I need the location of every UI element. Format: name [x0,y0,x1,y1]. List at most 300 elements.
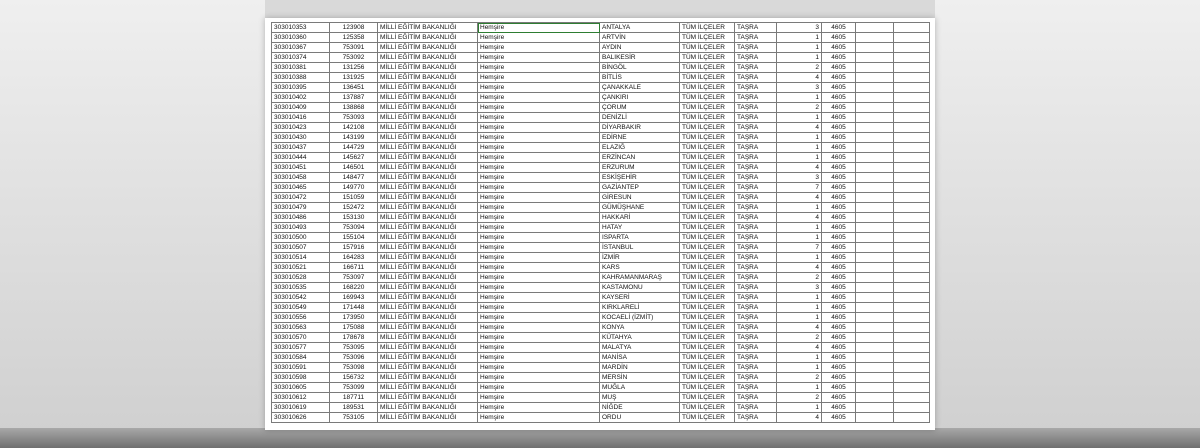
cell-quantity[interactable]: 4 [777,413,822,423]
cell-qualification-code[interactable]: 4605 [822,143,856,153]
cell-district[interactable]: TÜM İLÇELER [680,153,735,163]
cell-position-code[interactable]: 303010612 [272,393,330,403]
cell-title[interactable]: Hemşire [478,353,600,363]
cell-area[interactable]: TAŞRA [735,273,777,283]
cell-institution-code[interactable]: 164283 [330,253,378,263]
cell-area[interactable]: TAŞRA [735,213,777,223]
cell-institution[interactable]: MİLLİ EĞİTİM BAKANLIĞI [378,413,478,423]
cell-quantity[interactable]: 4 [777,163,822,173]
cell-area[interactable]: TAŞRA [735,363,777,373]
cell-title[interactable]: Hemşire [478,43,600,53]
cell-city[interactable]: KARS [600,263,680,273]
cell-district[interactable]: TÜM İLÇELER [680,43,735,53]
cell-institution-code[interactable]: 152472 [330,203,378,213]
cell-city[interactable]: BİTLİS [600,73,680,83]
cell-position-code[interactable]: 303010451 [272,163,330,173]
cell-area[interactable]: TAŞRA [735,133,777,143]
cell-institution-code[interactable]: 753091 [330,43,378,53]
cell-position-code[interactable]: 303010500 [272,233,330,243]
cell-empty[interactable] [894,323,930,333]
cell-empty[interactable] [894,283,930,293]
cell-institution-code[interactable]: 753099 [330,383,378,393]
cell-institution-code[interactable]: 142108 [330,123,378,133]
cell-city[interactable]: GAZİANTEP [600,183,680,193]
cell-district[interactable]: TÜM İLÇELER [680,243,735,253]
cell-institution-code[interactable]: 171448 [330,303,378,313]
cell-empty[interactable] [894,403,930,413]
cell-institution-code[interactable]: 157916 [330,243,378,253]
cell-qualification-code[interactable]: 4605 [822,133,856,143]
cell-quantity[interactable]: 4 [777,193,822,203]
cell-empty[interactable] [856,33,894,43]
cell-district[interactable]: TÜM İLÇELER [680,73,735,83]
cell-empty[interactable] [856,153,894,163]
cell-quantity[interactable]: 3 [777,283,822,293]
cell-title[interactable]: Hemşire [478,203,600,213]
cell-quantity[interactable]: 4 [777,123,822,133]
cell-city[interactable]: ÇANKIRI [600,93,680,103]
cell-qualification-code[interactable]: 4605 [822,63,856,73]
cell-district[interactable]: TÜM İLÇELER [680,333,735,343]
cell-empty[interactable] [856,363,894,373]
cell-empty[interactable] [894,343,930,353]
cell-area[interactable]: TAŞRA [735,53,777,63]
cell-quantity[interactable]: 4 [777,263,822,273]
cell-position-code[interactable]: 303010360 [272,33,330,43]
cell-city[interactable]: ESKİŞEHİR [600,173,680,183]
cell-institution[interactable]: MİLLİ EĞİTİM BAKANLIĞI [378,243,478,253]
cell-institution[interactable]: MİLLİ EĞİTİM BAKANLIĞI [378,283,478,293]
cell-empty[interactable] [856,163,894,173]
cell-institution-code[interactable]: 156732 [330,373,378,383]
cell-position-code[interactable]: 303010577 [272,343,330,353]
cell-empty[interactable] [856,43,894,53]
cell-qualification-code[interactable]: 4605 [822,353,856,363]
cell-district[interactable]: TÜM İLÇELER [680,253,735,263]
cell-qualification-code[interactable]: 4605 [822,283,856,293]
cell-quantity[interactable]: 1 [777,33,822,43]
cell-position-code[interactable]: 303010367 [272,43,330,53]
cell-position-code[interactable]: 303010381 [272,63,330,73]
cell-district[interactable]: TÜM İLÇELER [680,123,735,133]
cell-empty[interactable] [894,213,930,223]
cell-institution[interactable]: MİLLİ EĞİTİM BAKANLIĞI [378,63,478,73]
cell-quantity[interactable]: 4 [777,343,822,353]
cell-quantity[interactable]: 1 [777,43,822,53]
cell-institution-code[interactable]: 151059 [330,193,378,203]
cell-institution[interactable]: MİLLİ EĞİTİM BAKANLIĞI [378,363,478,373]
cell-institution-code[interactable]: 148477 [330,173,378,183]
cell-institution[interactable]: MİLLİ EĞİTİM BAKANLIĞI [378,113,478,123]
cell-qualification-code[interactable]: 4605 [822,103,856,113]
cell-title[interactable]: Hemşire [478,173,600,183]
cell-district[interactable]: TÜM İLÇELER [680,33,735,43]
cell-area[interactable]: TAŞRA [735,353,777,363]
cell-institution-code[interactable]: 753098 [330,363,378,373]
cell-position-code[interactable]: 303010416 [272,113,330,123]
cell-district[interactable]: TÜM İLÇELER [680,373,735,383]
cell-institution[interactable]: MİLLİ EĞİTİM BAKANLIĞI [378,23,478,33]
cell-empty[interactable] [894,293,930,303]
cell-quantity[interactable]: 1 [777,153,822,163]
cell-position-code[interactable]: 303010486 [272,213,330,223]
cell-institution[interactable]: MİLLİ EĞİTİM BAKANLIĞI [378,383,478,393]
cell-empty[interactable] [894,363,930,373]
cell-qualification-code[interactable]: 4605 [822,243,856,253]
cell-institution-code[interactable]: 153130 [330,213,378,223]
cell-institution-code[interactable]: 138868 [330,103,378,113]
cell-institution-code[interactable]: 169943 [330,293,378,303]
cell-area[interactable]: TAŞRA [735,333,777,343]
cell-empty[interactable] [856,323,894,333]
cell-qualification-code[interactable]: 4605 [822,23,856,33]
cell-empty[interactable] [856,203,894,213]
cell-institution[interactable]: MİLLİ EĞİTİM BAKANLIĞI [378,73,478,83]
cell-empty[interactable] [894,273,930,283]
cell-title[interactable]: Hemşire [478,23,600,33]
cell-qualification-code[interactable]: 4605 [822,383,856,393]
cell-qualification-code[interactable]: 4605 [822,183,856,193]
cell-position-code[interactable]: 303010584 [272,353,330,363]
cell-empty[interactable] [856,303,894,313]
cell-city[interactable]: MERSİN [600,373,680,383]
cell-institution-code[interactable]: 136451 [330,83,378,93]
cell-empty[interactable] [894,223,930,233]
cell-empty[interactable] [856,143,894,153]
cell-title[interactable]: Hemşire [478,273,600,283]
cell-institution[interactable]: MİLLİ EĞİTİM BAKANLIĞI [378,143,478,153]
cell-institution[interactable]: MİLLİ EĞİTİM BAKANLIĞI [378,173,478,183]
cell-empty[interactable] [894,263,930,273]
cell-position-code[interactable]: 303010353 [272,23,330,33]
cell-empty[interactable] [856,383,894,393]
cell-position-code[interactable]: 303010563 [272,323,330,333]
cell-title[interactable]: Hemşire [478,333,600,343]
cell-city[interactable]: ARTVİN [600,33,680,43]
cell-quantity[interactable]: 2 [777,373,822,383]
cell-qualification-code[interactable]: 4605 [822,33,856,43]
cell-empty[interactable] [894,303,930,313]
cell-city[interactable]: KIRKLARELİ [600,303,680,313]
cell-title[interactable]: Hemşire [478,123,600,133]
cell-qualification-code[interactable]: 4605 [822,253,856,263]
cell-empty[interactable] [856,293,894,303]
cell-title[interactable]: Hemşire [478,193,600,203]
cell-empty[interactable] [856,193,894,203]
cell-empty[interactable] [856,413,894,423]
cell-quantity[interactable]: 2 [777,103,822,113]
cell-empty[interactable] [894,243,930,253]
cell-quantity[interactable]: 1 [777,223,822,233]
cell-area[interactable]: TAŞRA [735,283,777,293]
cell-empty[interactable] [894,193,930,203]
cell-title[interactable]: Hemşire [478,133,600,143]
cell-institution[interactable]: MİLLİ EĞİTİM BAKANLIĞI [378,213,478,223]
cell-title[interactable]: Hemşire [478,213,600,223]
cell-title[interactable]: Hemşire [478,143,600,153]
cell-institution[interactable]: MİLLİ EĞİTİM BAKANLIĞI [378,53,478,63]
cell-title[interactable]: Hemşire [478,293,600,303]
cell-empty[interactable] [856,403,894,413]
cell-district[interactable]: TÜM İLÇELER [680,143,735,153]
cell-institution[interactable]: MİLLİ EĞİTİM BAKANLIĞI [378,263,478,273]
cell-area[interactable]: TAŞRA [735,263,777,273]
cell-area[interactable]: TAŞRA [735,313,777,323]
cell-empty[interactable] [856,93,894,103]
cell-district[interactable]: TÜM İLÇELER [680,263,735,273]
cell-institution[interactable]: MİLLİ EĞİTİM BAKANLIĞI [378,203,478,213]
cell-title[interactable]: Hemşire [478,383,600,393]
cell-institution[interactable]: MİLLİ EĞİTİM BAKANLIĞI [378,223,478,233]
cell-empty[interactable] [856,173,894,183]
cell-institution[interactable]: MİLLİ EĞİTİM BAKANLIĞI [378,163,478,173]
cell-quantity[interactable]: 1 [777,133,822,143]
cell-empty[interactable] [894,143,930,153]
cell-empty[interactable] [856,353,894,363]
cell-institution-code[interactable]: 178678 [330,333,378,343]
cell-area[interactable]: TAŞRA [735,343,777,353]
cell-institution-code[interactable]: 155104 [330,233,378,243]
cell-institution-code[interactable]: 187711 [330,393,378,403]
cell-quantity[interactable]: 4 [777,323,822,333]
cell-area[interactable]: TAŞRA [735,393,777,403]
cell-institution-code[interactable]: 137887 [330,93,378,103]
cell-empty[interactable] [856,103,894,113]
cell-institution-code[interactable]: 166711 [330,263,378,273]
cell-quantity[interactable]: 4 [777,213,822,223]
cell-city[interactable]: EDİRNE [600,133,680,143]
cell-empty[interactable] [894,163,930,173]
cell-area[interactable]: TAŞRA [735,413,777,423]
cell-empty[interactable] [894,153,930,163]
cell-empty[interactable] [856,223,894,233]
cell-city[interactable]: HAKKARİ [600,213,680,223]
cell-qualification-code[interactable]: 4605 [822,293,856,303]
cell-city[interactable]: ERZİNCAN [600,153,680,163]
cell-empty[interactable] [856,123,894,133]
cell-district[interactable]: TÜM İLÇELER [680,173,735,183]
cell-empty[interactable] [856,243,894,253]
cell-institution-code[interactable]: 753097 [330,273,378,283]
cell-institution[interactable]: MİLLİ EĞİTİM BAKANLIĞI [378,43,478,53]
cell-position-code[interactable]: 303010465 [272,183,330,193]
cell-institution-code[interactable]: 143199 [330,133,378,143]
cell-institution[interactable]: MİLLİ EĞİTİM BAKANLIĞI [378,293,478,303]
cell-institution[interactable]: MİLLİ EĞİTİM BAKANLIĞI [378,373,478,383]
cell-empty[interactable] [894,413,930,423]
cell-qualification-code[interactable]: 4605 [822,93,856,103]
cell-qualification-code[interactable]: 4605 [822,53,856,63]
cell-city[interactable]: DİYARBAKIR [600,123,680,133]
cell-institution[interactable]: MİLLİ EĞİTİM BAKANLIĞI [378,33,478,43]
cell-area[interactable]: TAŞRA [735,183,777,193]
cell-empty[interactable] [856,73,894,83]
cell-area[interactable]: TAŞRA [735,233,777,243]
cell-institution[interactable]: MİLLİ EĞİTİM BAKANLIĞI [378,233,478,243]
cell-qualification-code[interactable]: 4605 [822,333,856,343]
cell-area[interactable]: TAŞRA [735,103,777,113]
cell-quantity[interactable]: 7 [777,183,822,193]
cell-area[interactable]: TAŞRA [735,153,777,163]
cell-quantity[interactable]: 7 [777,243,822,253]
cell-city[interactable]: GÜMÜŞHANE [600,203,680,213]
cell-qualification-code[interactable]: 4605 [822,233,856,243]
cell-city[interactable]: MARDİN [600,363,680,373]
cell-quantity[interactable]: 1 [777,363,822,373]
cell-position-code[interactable]: 303010374 [272,53,330,63]
cell-empty[interactable] [894,353,930,363]
cell-position-code[interactable]: 303010626 [272,413,330,423]
cell-district[interactable]: TÜM İLÇELER [680,233,735,243]
cell-area[interactable]: TAŞRA [735,93,777,103]
cell-institution[interactable]: MİLLİ EĞİTİM BAKANLIĞI [378,323,478,333]
cell-position-code[interactable]: 303010591 [272,363,330,373]
cell-city[interactable]: ÇANAKKALE [600,83,680,93]
cell-institution[interactable]: MİLLİ EĞİTİM BAKANLIĞI [378,83,478,93]
cell-empty[interactable] [856,263,894,273]
cell-district[interactable]: TÜM İLÇELER [680,193,735,203]
cell-empty[interactable] [894,43,930,53]
cell-qualification-code[interactable]: 4605 [822,313,856,323]
cell-district[interactable]: TÜM İLÇELER [680,403,735,413]
cell-title[interactable]: Hemşire [478,233,600,243]
cell-institution-code[interactable]: 125358 [330,33,378,43]
cell-district[interactable]: TÜM İLÇELER [680,323,735,333]
cell-area[interactable]: TAŞRA [735,373,777,383]
cell-city[interactable]: MUĞLA [600,383,680,393]
cell-area[interactable]: TAŞRA [735,203,777,213]
cell-institution[interactable]: MİLLİ EĞİTİM BAKANLIĞI [378,393,478,403]
cell-district[interactable]: TÜM İLÇELER [680,133,735,143]
cell-title[interactable]: Hemşire [478,183,600,193]
cell-title[interactable]: Hemşire [478,303,600,313]
cell-institution[interactable]: MİLLİ EĞİTİM BAKANLIĞI [378,193,478,203]
cell-quantity[interactable]: 1 [777,143,822,153]
cell-empty[interactable] [856,313,894,323]
cell-title[interactable]: Hemşire [478,163,600,173]
cell-position-code[interactable]: 303010444 [272,153,330,163]
cell-city[interactable]: ERZURUM [600,163,680,173]
cell-city[interactable]: MANİSA [600,353,680,363]
cell-district[interactable]: TÜM İLÇELER [680,203,735,213]
cell-qualification-code[interactable]: 4605 [822,123,856,133]
cell-empty[interactable] [856,333,894,343]
cell-quantity[interactable]: 3 [777,173,822,183]
cell-quantity[interactable]: 1 [777,403,822,413]
cell-empty[interactable] [856,283,894,293]
cell-institution-code[interactable]: 144729 [330,143,378,153]
cell-quantity[interactable]: 1 [777,353,822,363]
cell-position-code[interactable]: 303010542 [272,293,330,303]
cell-empty[interactable] [894,383,930,393]
cell-title[interactable]: Hemşire [478,283,600,293]
cell-district[interactable]: TÜM İLÇELER [680,223,735,233]
cell-district[interactable]: TÜM İLÇELER [680,103,735,113]
cell-area[interactable]: TAŞRA [735,173,777,183]
cell-empty[interactable] [894,73,930,83]
cell-qualification-code[interactable]: 4605 [822,273,856,283]
cell-institution[interactable]: MİLLİ EĞİTİM BAKANLIĞI [378,313,478,323]
cell-city[interactable]: BALIKESİR [600,53,680,63]
cell-area[interactable]: TAŞRA [735,73,777,83]
cell-area[interactable]: TAŞRA [735,243,777,253]
cell-qualification-code[interactable]: 4605 [822,323,856,333]
cell-institution-code[interactable]: 131925 [330,73,378,83]
cell-city[interactable]: ANTALYA [600,23,680,33]
cell-empty[interactable] [894,173,930,183]
cell-quantity[interactable]: 4 [777,73,822,83]
cell-area[interactable]: TAŞRA [735,293,777,303]
cell-empty[interactable] [894,373,930,383]
cell-district[interactable]: TÜM İLÇELER [680,293,735,303]
cell-empty[interactable] [894,333,930,343]
cell-qualification-code[interactable]: 4605 [822,363,856,373]
cell-institution-code[interactable]: 189531 [330,403,378,413]
cell-qualification-code[interactable]: 4605 [822,393,856,403]
cell-qualification-code[interactable]: 4605 [822,213,856,223]
cell-empty[interactable] [856,393,894,403]
cell-title[interactable]: Hemşire [478,33,600,43]
cell-quantity[interactable]: 1 [777,293,822,303]
cell-position-code[interactable]: 303010458 [272,173,330,183]
cell-area[interactable]: TAŞRA [735,193,777,203]
cell-qualification-code[interactable]: 4605 [822,153,856,163]
cell-title[interactable]: Hemşire [478,413,600,423]
cell-institution[interactable]: MİLLİ EĞİTİM BAKANLIĞI [378,123,478,133]
cell-position-code[interactable]: 303010598 [272,373,330,383]
cell-qualification-code[interactable]: 4605 [822,83,856,93]
cell-district[interactable]: TÜM İLÇELER [680,63,735,73]
cell-empty[interactable] [894,63,930,73]
cell-city[interactable]: KONYA [600,323,680,333]
cell-title[interactable]: Hemşire [478,403,600,413]
cell-empty[interactable] [894,83,930,93]
cell-position-code[interactable]: 303010437 [272,143,330,153]
cell-city[interactable]: KASTAMONU [600,283,680,293]
cell-position-code[interactable]: 303010479 [272,203,330,213]
cell-area[interactable]: TAŞRA [735,113,777,123]
cell-institution[interactable]: MİLLİ EĞİTİM BAKANLIĞI [378,343,478,353]
cell-district[interactable]: TÜM İLÇELER [680,53,735,63]
cell-qualification-code[interactable]: 4605 [822,73,856,83]
cell-institution[interactable]: MİLLİ EĞİTİM BAKANLIĞI [378,333,478,343]
cell-district[interactable]: TÜM İLÇELER [680,273,735,283]
cell-institution[interactable]: MİLLİ EĞİTİM BAKANLIĞI [378,273,478,283]
cell-area[interactable]: TAŞRA [735,33,777,43]
cell-empty[interactable] [856,233,894,243]
cell-area[interactable]: TAŞRA [735,143,777,153]
cell-position-code[interactable]: 303010388 [272,73,330,83]
cell-quantity[interactable]: 1 [777,233,822,243]
cell-empty[interactable] [894,93,930,103]
cell-title[interactable]: Hemşire [478,263,600,273]
cell-quantity[interactable]: 1 [777,93,822,103]
cell-qualification-code[interactable]: 4605 [822,373,856,383]
cell-empty[interactable] [856,253,894,263]
cell-district[interactable]: TÜM İLÇELER [680,283,735,293]
cell-title[interactable]: Hemşire [478,63,600,73]
cell-empty[interactable] [856,23,894,33]
cell-city[interactable]: ELAZIĞ [600,143,680,153]
cell-institution-code[interactable]: 175088 [330,323,378,333]
cell-empty[interactable] [894,253,930,263]
cell-title[interactable]: Hemşire [478,83,600,93]
cell-quantity[interactable]: 2 [777,63,822,73]
cell-position-code[interactable]: 303010493 [272,223,330,233]
cell-empty[interactable] [856,83,894,93]
cell-institution[interactable]: MİLLİ EĞİTİM BAKANLIĞI [378,183,478,193]
cell-position-code[interactable]: 303010535 [272,283,330,293]
